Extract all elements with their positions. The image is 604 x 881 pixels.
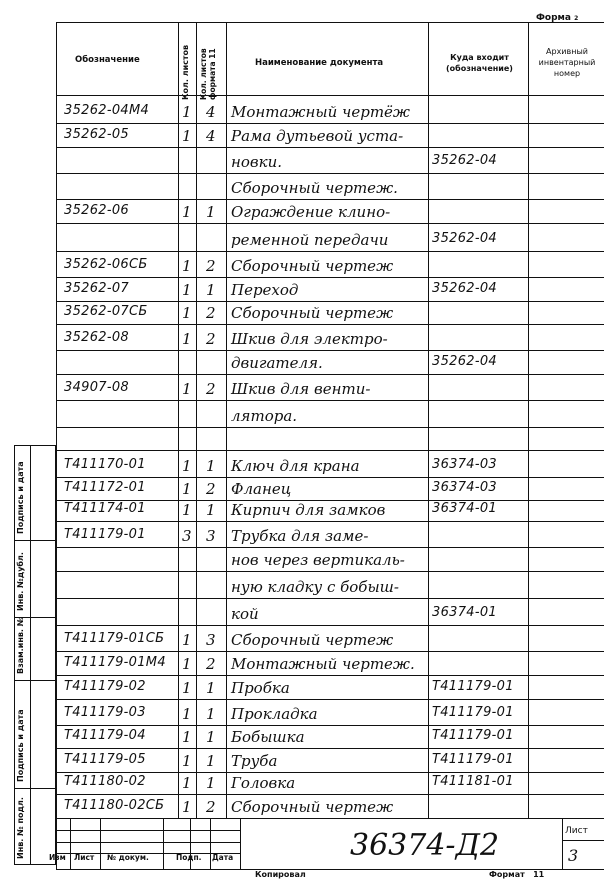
cell-where-used: 36374-01 <box>432 605 497 620</box>
cell-sheets: 1 <box>182 127 192 145</box>
cell-sheets: 1 <box>182 330 192 348</box>
cell-doc-name: Головка <box>231 774 296 792</box>
cell-doc-name: Труба <box>231 752 278 770</box>
cell-format: 1 <box>206 501 216 519</box>
cell-format: 2 <box>206 257 216 275</box>
cell-where-used: 35262-04 <box>432 354 497 369</box>
side-label: Инв. №дубл. <box>16 552 25 611</box>
cell-designation: Т411180-02СБ <box>64 798 165 813</box>
header-doc-name: Наименование документа <box>255 58 384 68</box>
grid-line <box>56 725 604 726</box>
grid-line <box>56 173 604 174</box>
cell-doc-name: Фланец <box>231 480 292 498</box>
header-designation: Обозначение <box>75 55 140 65</box>
cell-sheets: 1 <box>182 257 192 275</box>
cell-format: 3 <box>206 527 216 545</box>
cell-where-used: Т411181-01 <box>432 774 514 789</box>
grid-line <box>56 147 604 148</box>
cell-sheets: 1 <box>182 655 192 673</box>
cell-where-used: 36374-03 <box>432 457 497 472</box>
cell-doc-name: новки. <box>231 153 283 171</box>
grid-line <box>56 794 604 795</box>
grid-line <box>56 818 604 819</box>
cell-doc-name: Кирпич для замков <box>231 501 386 519</box>
cell-sheets: 1 <box>182 631 192 649</box>
cell-doc-name: кой <box>231 605 259 623</box>
grid-line <box>56 301 604 302</box>
grid-line <box>163 818 164 870</box>
cell-designation: Т411179-03 <box>64 705 146 720</box>
grid-line <box>56 547 604 548</box>
cell-designation: Т411179-01 <box>64 527 146 542</box>
grid-line <box>56 598 604 599</box>
cell-doc-name: Трубка для заме- <box>231 527 369 545</box>
grid-line <box>56 123 604 124</box>
cell-where-used: 35262-04 <box>432 153 497 168</box>
grid-line <box>14 788 56 789</box>
footer-copied: Копировал <box>255 870 306 879</box>
footer-format: Формат 11 <box>489 870 545 879</box>
grid-line <box>30 445 31 865</box>
cell-doc-name: Сборочный чертеж <box>231 304 394 322</box>
grid-line <box>56 223 604 224</box>
cell-sheets: 1 <box>182 457 192 475</box>
grid-line <box>56 571 604 572</box>
grid-line <box>56 842 240 843</box>
col-izm: Изм <box>49 853 66 862</box>
cell-sheets: 1 <box>182 798 192 816</box>
cell-doc-name: Сборочный чертеж. <box>231 179 398 197</box>
grid-line <box>56 350 604 351</box>
cell-sheets: 1 <box>182 705 192 723</box>
cell-doc-name: ременной передачи <box>231 231 389 249</box>
side-label: Подпись и дата <box>16 709 25 782</box>
cell-doc-name: Рама дутьевой уста- <box>231 127 404 145</box>
header-where-used: Куда входит (обозначение) <box>446 53 513 73</box>
cell-where-used: 35262-04 <box>432 231 497 246</box>
cell-doc-name: Монтажный чертёж <box>231 103 410 121</box>
side-label: Инв. № подл. <box>16 797 25 859</box>
grid-line <box>56 675 604 676</box>
grid-line <box>56 324 604 325</box>
cell-sheets: 1 <box>182 501 192 519</box>
cell-doc-name: Переход <box>231 281 299 299</box>
cell-where-used: Т411179-01 <box>432 679 514 694</box>
grid-line <box>56 651 604 652</box>
cell-format: 1 <box>206 457 216 475</box>
cell-where-used: Т411179-01 <box>432 752 514 767</box>
cell-doc-name: Монтажный чертеж. <box>231 655 415 673</box>
cell-designation: Т411174-01 <box>64 501 146 516</box>
cell-doc-name: Ограждение клино- <box>231 203 391 221</box>
cell-format: 2 <box>206 380 216 398</box>
cell-where-used: Т411179-01 <box>432 728 514 743</box>
col-doc: № докум. <box>107 853 149 862</box>
cell-designation: 35262-07СБ <box>64 304 148 319</box>
grid-line <box>14 680 56 681</box>
cell-format: 1 <box>206 679 216 697</box>
col-sign: Подп. <box>176 853 202 862</box>
cell-designation: Т411179-01СБ <box>64 631 165 646</box>
cell-doc-name: Сборочный чертеж <box>231 257 394 275</box>
cell-format: 2 <box>206 798 216 816</box>
cell-format: 1 <box>206 203 216 221</box>
cell-designation: 35262-04М4 <box>64 103 150 118</box>
cell-sheets: 1 <box>182 281 192 299</box>
cell-format: 2 <box>206 330 216 348</box>
cell-designation: Т411172-01 <box>64 480 146 495</box>
grid-line <box>100 818 101 870</box>
cell-doc-name: Ключ для крана <box>231 457 360 475</box>
cell-designation: Т411180-02 <box>64 774 146 789</box>
cell-designation: Т411179-02 <box>64 679 146 694</box>
cell-format: 3 <box>206 631 216 649</box>
cell-sheets: 1 <box>182 752 192 770</box>
header-archive: Архивный инвентарный номер <box>538 47 596 78</box>
grid-line <box>56 450 604 451</box>
cell-where-used: 35262-04 <box>432 281 497 296</box>
grid-line <box>56 199 604 200</box>
cell-sheets: 1 <box>182 103 192 121</box>
grid-line <box>210 818 211 870</box>
cell-doc-name: Бобышка <box>231 728 305 746</box>
cell-format: 4 <box>206 127 216 145</box>
sheet-number: 3 <box>568 846 579 865</box>
cell-doc-name: Сборочный чертеж <box>231 631 394 649</box>
grid-line <box>56 95 604 96</box>
cell-designation: Т411179-04 <box>64 728 146 743</box>
cell-doc-name: двигателя. <box>231 354 323 372</box>
side-label: Подпись и дата <box>16 461 25 534</box>
grid-line <box>56 772 604 773</box>
cell-doc-name: лятора. <box>231 407 298 425</box>
cell-doc-name: Пробка <box>231 679 290 697</box>
cell-where-used: 36374-03 <box>432 480 497 495</box>
cell-sheets: 1 <box>182 480 192 498</box>
cell-format: 2 <box>206 480 216 498</box>
cell-designation: Т411179-05 <box>64 752 146 767</box>
cell-doc-name: Шкив для венти- <box>231 380 371 398</box>
cell-format: 1 <box>206 752 216 770</box>
cell-doc-name: нов через вертикаль- <box>231 551 405 569</box>
cell-designation: 35262-08 <box>64 330 129 345</box>
cell-doc-name: Сборочный чертеж <box>231 798 394 816</box>
cell-format: 1 <box>206 728 216 746</box>
grid-line <box>56 374 604 375</box>
sheet-label: Лист <box>565 826 588 836</box>
cell-doc-name: Прокладка <box>231 705 318 723</box>
cell-sheets: 1 <box>182 679 192 697</box>
cell-sheets: 1 <box>182 304 192 322</box>
cell-designation: 35262-05 <box>64 127 129 142</box>
grid-line <box>240 818 241 870</box>
col-date: Дата <box>212 853 234 862</box>
grid-line <box>56 830 240 831</box>
cell-sheets: 1 <box>182 774 192 792</box>
cell-sheets: 3 <box>182 527 192 545</box>
cell-format: 2 <box>206 304 216 322</box>
cell-format: 2 <box>206 655 216 673</box>
grid-line <box>56 477 604 478</box>
cell-format: 1 <box>206 705 216 723</box>
cell-designation: 34907-08 <box>64 380 129 395</box>
cell-designation: Т411170-01 <box>64 457 146 472</box>
grid-line <box>56 699 604 700</box>
grid-line <box>56 521 604 522</box>
cell-where-used: 36374-01 <box>432 501 497 516</box>
cell-where-used: Т411179-01 <box>432 705 514 720</box>
grid-line <box>56 427 604 428</box>
grid-line <box>190 818 191 870</box>
cell-format: 4 <box>206 103 216 121</box>
col-list: Лист <box>74 853 95 862</box>
cell-sheets: 1 <box>182 380 192 398</box>
cell-format: 1 <box>206 774 216 792</box>
cell-designation: Т411179-01М4 <box>64 655 166 670</box>
grid-line <box>70 818 71 870</box>
form-label: Форма 2 <box>536 13 579 23</box>
grid-line <box>56 251 604 252</box>
grid-line <box>562 818 563 870</box>
cell-designation: 35262-06СБ <box>64 257 148 272</box>
header-sheets-format: Кол. листов формата 11 <box>199 48 217 100</box>
grid-line <box>56 625 604 626</box>
grid-line <box>56 400 604 401</box>
cell-designation: 35262-07 <box>64 281 129 296</box>
grid-line <box>14 540 56 541</box>
grid-line <box>56 277 604 278</box>
cell-doc-name: Шкив для электро- <box>231 330 388 348</box>
cell-designation: 35262-06 <box>64 203 129 218</box>
header-sheets-count: Кол. листов <box>181 44 190 100</box>
cell-format: 1 <box>206 281 216 299</box>
doc-number: 36374-Д2 <box>350 828 500 863</box>
cell-sheets: 1 <box>182 728 192 746</box>
side-label: Взам.инв. № <box>16 616 25 674</box>
grid-line <box>56 748 604 749</box>
grid-line <box>562 840 604 841</box>
cell-doc-name: ную кладку с бобыш- <box>231 578 399 596</box>
cell-sheets: 1 <box>182 203 192 221</box>
